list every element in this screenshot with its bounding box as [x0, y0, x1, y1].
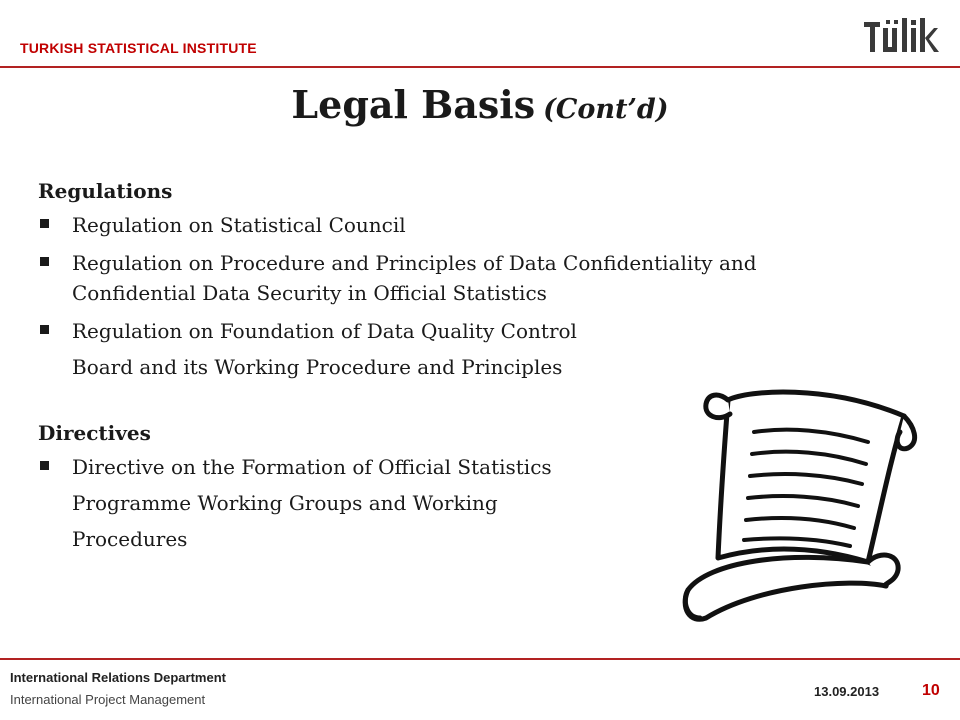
regulations-list [38, 210, 838, 346]
regulations-heading: Regulations [38, 179, 173, 203]
footer-unit: International Project Management [10, 692, 206, 707]
title-main: Legal Basis [291, 82, 536, 127]
square-bullet-icon [40, 257, 49, 266]
scroll-icon [668, 372, 938, 634]
footer-date: 13.09.2013 [814, 684, 880, 699]
slide-title [0, 82, 960, 127]
regulation-item: Regulation on Statistical Council [72, 213, 406, 237]
directive-continuation: Procedures [72, 527, 188, 551]
organization-name: TURKISH STATISTICAL INSTITUTE [20, 40, 257, 56]
directive-continuation: Programme Working Groups and Working [72, 491, 498, 515]
directive-item: Directive on the Formation of Official Statistics [72, 455, 552, 479]
regulation-item: Regulation on Foundation of Data Quality Control [72, 319, 577, 343]
page-number: 10 [922, 682, 940, 699]
square-bullet-icon [40, 325, 49, 334]
regulation-item: Regulation on Procedure and Principles of Data Confidentiality and Confidential Data Security in Official Statistics [72, 251, 757, 305]
title-suffix: (Cont’d) [543, 94, 669, 125]
directives-heading: Directives [38, 421, 151, 445]
tuik-logo [860, 14, 940, 58]
list-item [38, 210, 838, 240]
footer-divider [0, 658, 960, 660]
header-divider [0, 66, 960, 68]
square-bullet-icon [40, 219, 49, 228]
list-item [38, 316, 838, 346]
list-item [38, 248, 838, 308]
square-bullet-icon [40, 461, 49, 470]
regulation-continuation: Board and its Working Procedure and Principles [72, 355, 563, 379]
footer-department: International Relations Department [10, 670, 226, 685]
